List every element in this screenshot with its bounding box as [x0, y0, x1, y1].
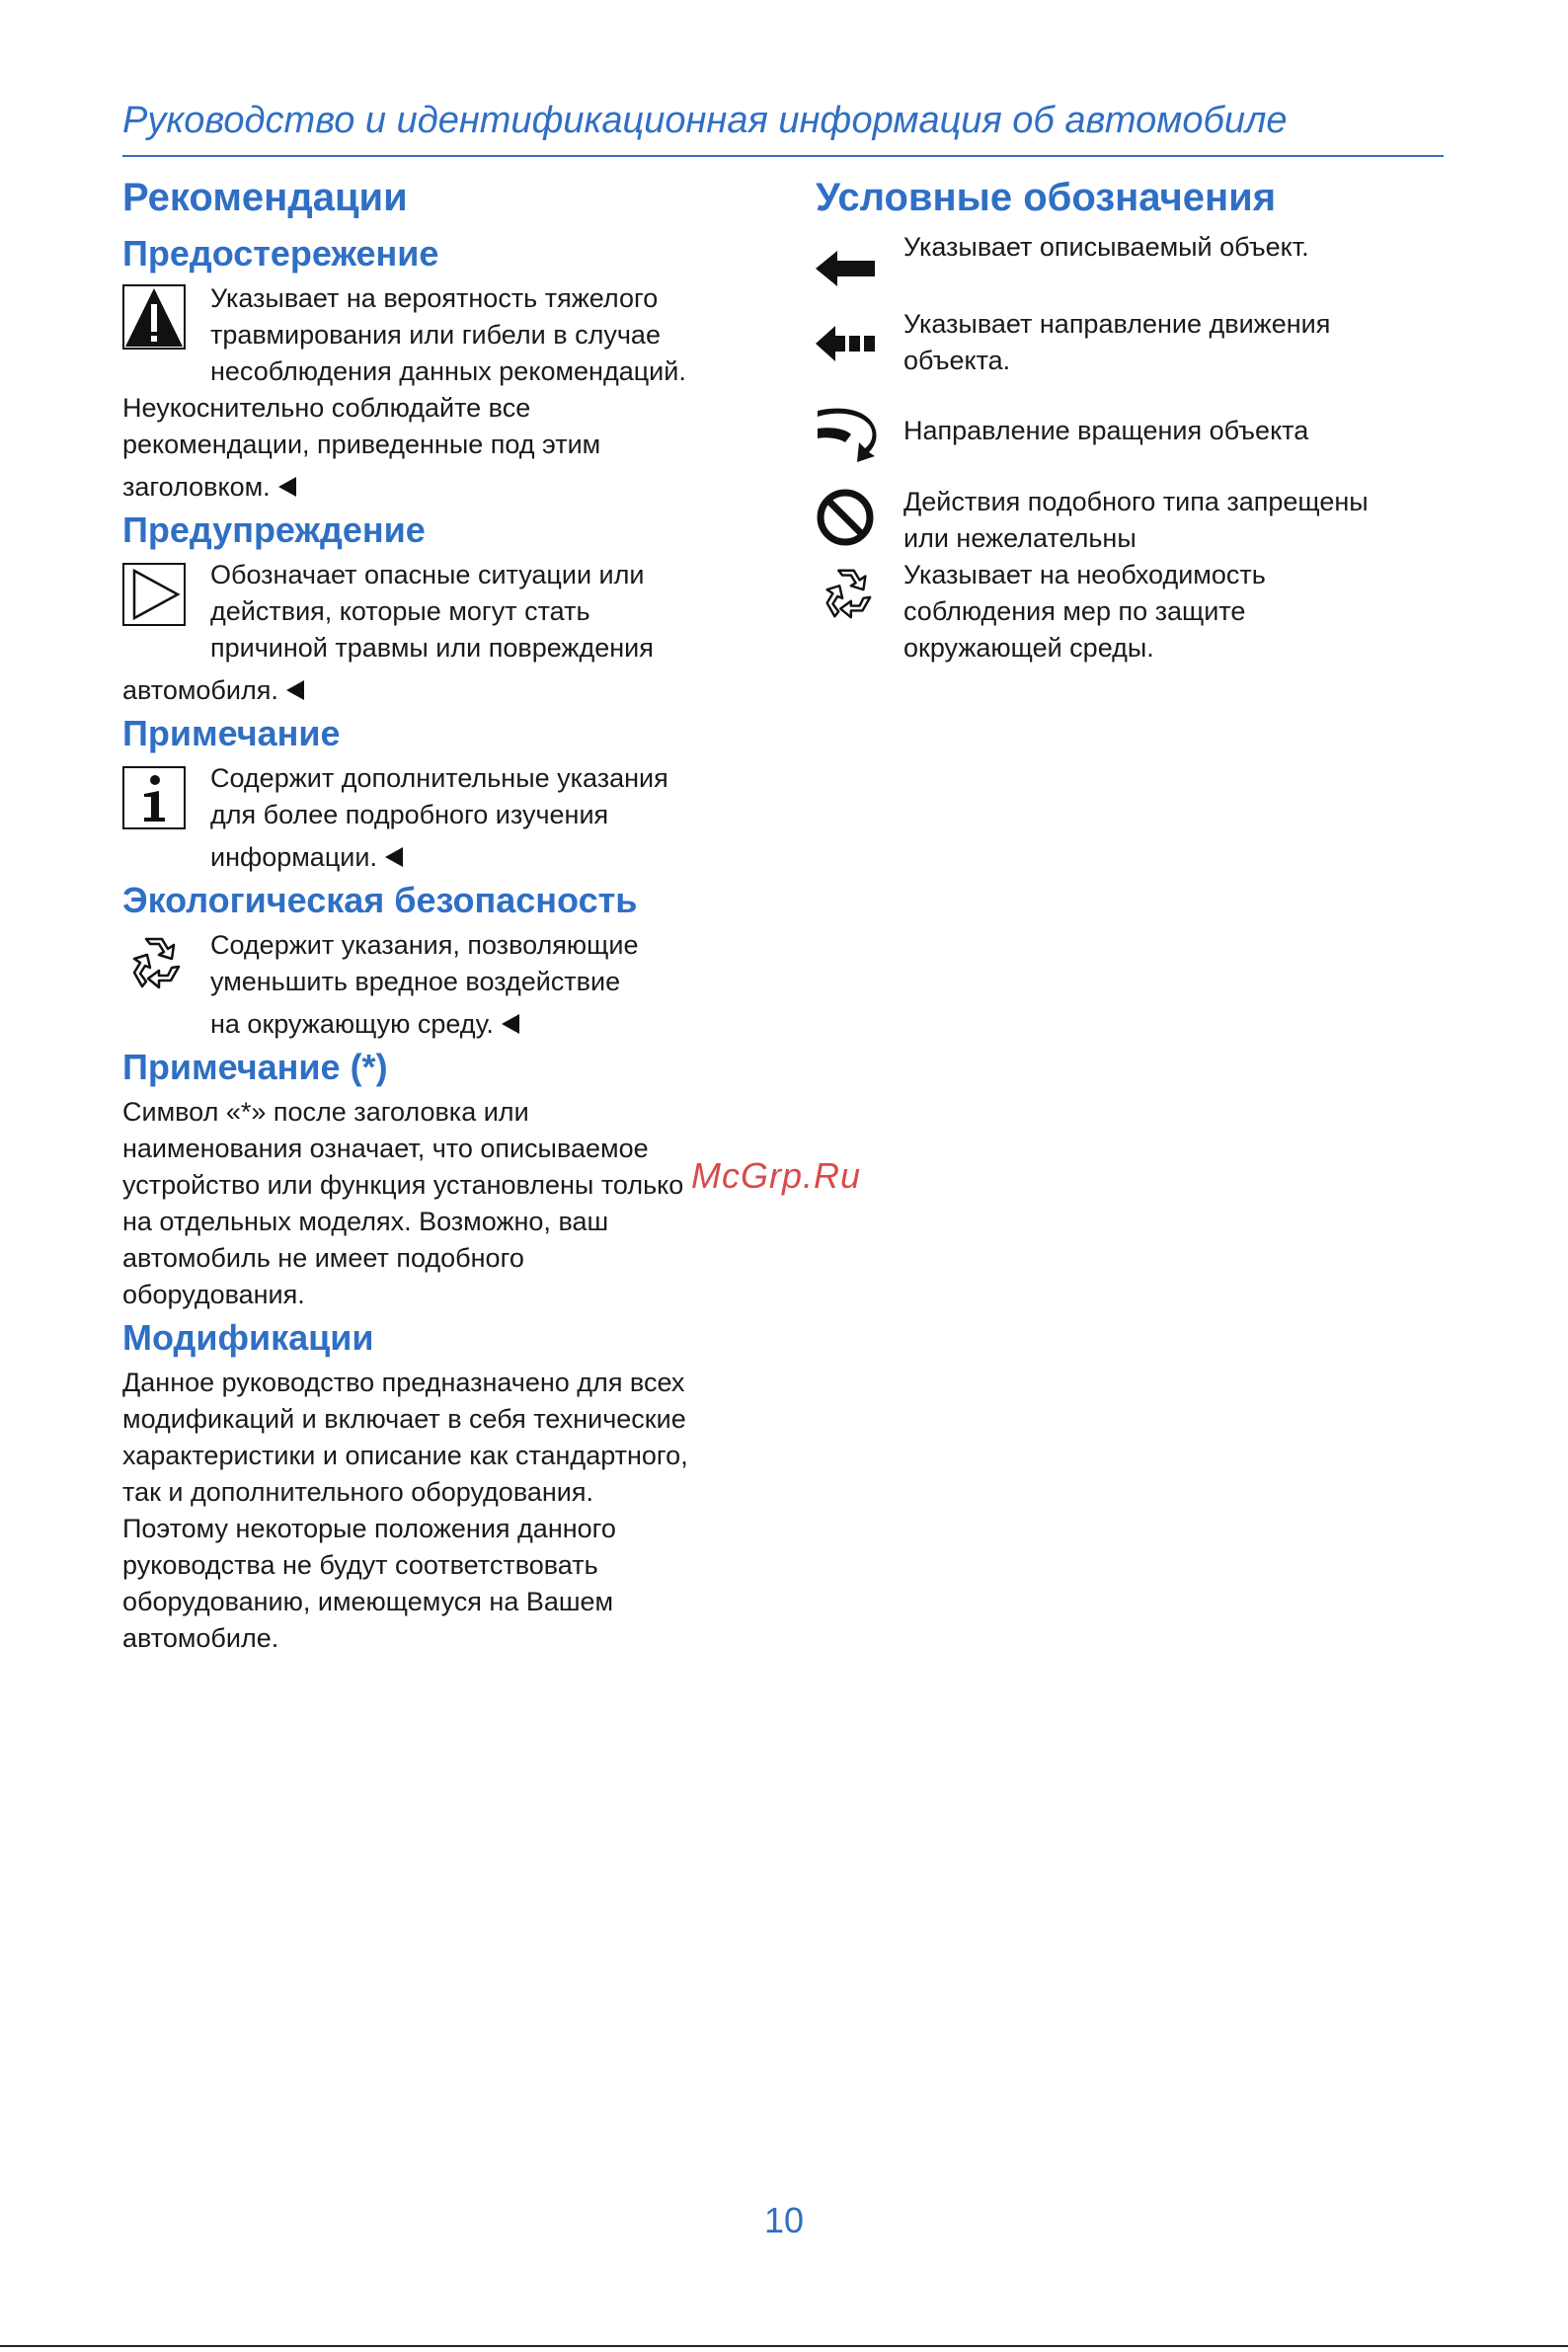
rotation-arrow-icon [816, 407, 877, 464]
asterisk-line-6: оборудования. [122, 1280, 305, 1309]
prohibited-icon [816, 488, 875, 547]
mods-line-7: оборудованию, имеющемуся на Вашем [122, 1587, 614, 1616]
symbol-motion-text-1: Указывает направление движения [903, 309, 1331, 339]
note-line-1: Содержит дополнительные указания [210, 763, 668, 793]
warning-block [122, 280, 754, 390]
left-column [122, 166, 754, 1657]
heading-eco-safety: Экологическая безопасность [122, 880, 638, 920]
symbol-row-recycle [816, 557, 1467, 667]
mods-line-3: характеристики и описание как стандартного, [122, 1441, 688, 1470]
symbol-row-rotation [816, 413, 1467, 482]
symbol-row-prohibited [816, 484, 1467, 557]
right-column [816, 166, 1467, 667]
end-marker-icon [500, 1013, 521, 1035]
warning-line-3: несоблюдения данных рекомендаций. [210, 356, 686, 386]
warning-line-1: Указывает на вероятность тяжелого [210, 283, 659, 313]
watermark: McGrp.Ru [691, 1155, 862, 1196]
section-title-recommendations: Рекомендации [122, 176, 408, 219]
symbol-row-object [816, 229, 1467, 300]
warning-tail-3-text: заголовком. [122, 472, 271, 502]
eco-line-3-text: на окружающую среду. [210, 1009, 494, 1039]
solid-arrow-icon [816, 249, 877, 288]
warning-tail-1: Неукоснительно соблюдайте все [122, 393, 531, 423]
mods-line-5: Поэтому некоторые положения данного [122, 1514, 616, 1543]
section-title-symbols: Условные обозначения [816, 176, 1277, 219]
warning-triangle-icon [122, 284, 186, 350]
eco-block [122, 927, 754, 1043]
mods-line-6: руководства не будут соответствовать [122, 1550, 598, 1580]
mods-line-1: Данное руководство предназначено для всех [122, 1368, 685, 1397]
bottom-edge-line [0, 2345, 1568, 2347]
end-marker-icon [284, 679, 306, 701]
symbol-prohibited-text-2: или нежелательны [903, 523, 1137, 553]
asterisk-line-4: на отдельных моделях. Возможно, ваш [122, 1207, 609, 1236]
heading-warning: Предостережение [122, 233, 439, 274]
eco-line-1: Содержит указания, позволяющие [210, 930, 639, 960]
caution-line-1: Обозначает опасные ситуации или [210, 560, 645, 589]
heading-asterisk-note: Примечание (*) [122, 1047, 388, 1087]
heading-caution: Предупреждение [122, 510, 426, 550]
eco-line-2: уменьшить вредное воздействие [210, 967, 621, 996]
warning-tail-2: рекомендации, приведенные под этим [122, 430, 601, 459]
running-header: Руководство и идентификационная информация об автомобиле [122, 100, 1288, 141]
recycle-icon [122, 931, 186, 994]
mods-line-4: так и дополнительного оборудования. [122, 1477, 593, 1507]
asterisk-block [122, 1094, 754, 1313]
warning-line-2: травмирования или гибели в случае [210, 320, 661, 350]
asterisk-line-3: устройство или функция установлены только [122, 1170, 684, 1200]
modifications-block [122, 1365, 754, 1657]
mods-line-2: модификаций и включает в себя технические [122, 1404, 686, 1434]
warning-tail-3 [122, 469, 754, 506]
end-marker-icon [383, 846, 405, 868]
caution-line-2: действия, которые могут стать [210, 596, 590, 626]
end-marker-icon [276, 476, 298, 498]
asterisk-line-1: Символ «*» после заголовка или [122, 1097, 529, 1127]
caution-tail [122, 672, 754, 709]
eco-line-3 [210, 1006, 754, 1043]
note-line-2: для более подробного изучения [210, 800, 609, 829]
symbol-recycle-text-1: Указывает на необходимость [903, 560, 1266, 589]
note-block [122, 760, 754, 876]
symbol-prohibited-text-1: Действия подобного типа запрещены [903, 487, 1369, 516]
heading-modifications: Модификации [122, 1317, 374, 1358]
mods-line-8: автомобиле. [122, 1623, 279, 1653]
note-line-3 [210, 839, 754, 876]
symbol-recycle-text-2: соблюдения мер по защите [903, 596, 1246, 626]
symbol-row-motion [816, 306, 1467, 409]
heading-note: Примечание [122, 713, 341, 753]
caution-play-icon [122, 563, 186, 626]
symbol-recycle-text-3: окружающей среды. [903, 633, 1154, 663]
asterisk-line-2: наименования означает, что описываемое [122, 1134, 649, 1163]
symbol-motion-text-2: объекта. [903, 346, 1011, 375]
symbol-object-text: Указывает описываемый объект. [903, 232, 1309, 262]
info-icon [122, 766, 186, 829]
caution-block [122, 557, 754, 666]
motion-arrow-icon [816, 324, 877, 363]
caution-line-3: причиной травмы или повреждения [210, 633, 654, 663]
symbol-rotation-text: Направление вращения объекта [903, 416, 1309, 445]
caution-tail-text: автомобиля. [122, 675, 278, 705]
note-line-3-text: информации. [210, 842, 377, 872]
page-number: 10 [763, 2200, 805, 2240]
asterisk-line-5: автомобиль не имеет подобного [122, 1243, 524, 1273]
header-divider [122, 155, 1444, 157]
recycle-icon [816, 563, 877, 624]
